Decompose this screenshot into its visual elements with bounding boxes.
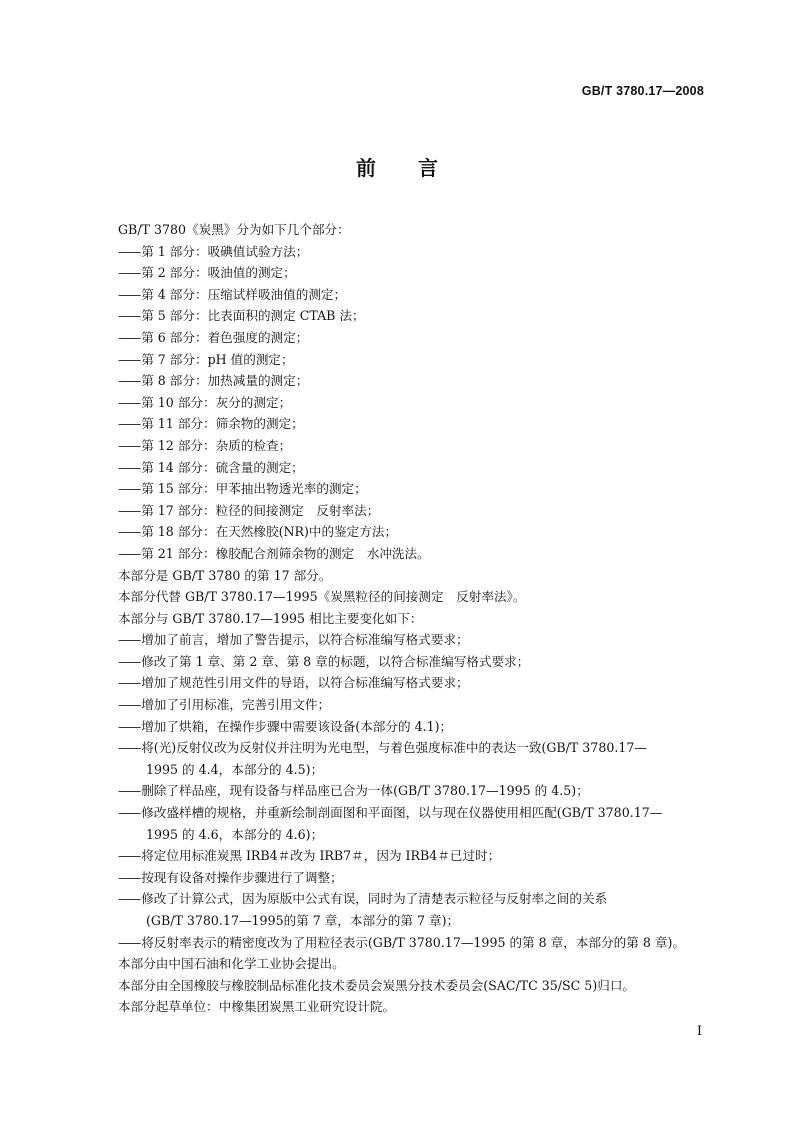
change-item: —— 将(光)反射仪改为反射仪并注明为光电型，与着色强度标准中的表达一致(GB/T 3780.17— [118,737,706,759]
list-item: —— 第 6 部分：着色强度的测定； [118,327,706,349]
list-item: —— 第 21 部分：橡胶配合剂筛余物的测定 水冲洗法。 [118,543,706,565]
statement-changes-intro: 本部分与 GB/T 3780.17—1995 相比主要变化如下： [118,610,423,626]
change-item-continuation: 1995 的 4.6，本部分的 4.6)； [146,826,324,842]
change-item: —— 修改盛样槽的规格，并重新绘制剖面图和平面图，以与现在仪器使用相匹配(GB/T 3780.17— [118,802,706,824]
change-item-continuation: (GB/T 3780.17—1995的第 7 章，本部分的第 7 章)； [146,913,460,928]
page-title: 前言 [356,156,480,180]
change-item: —— 增加了引用标准，完善引用文件； [118,694,706,716]
list-item: —— 第 1 部分：吸碘值试验方法； [118,241,706,263]
list-item: —— 第 2 部分：吸油值的测定； [118,262,706,284]
list-item: —— 第 7 部分：pH 值的测定； [118,349,706,371]
list-item: —— 第 14 部分：硫含量的测定； [118,457,706,479]
list-item: —— 第 15 部分：甲苯抽出物透光率的测定； [118,478,706,500]
change-item: —— 按现有设备对操作步骤进行了调整； [118,867,706,889]
change-item: —— 将定位用标准炭黑 IRB4＃改为 IRB7＃，因为 IRB4＃已过时； [118,845,706,867]
intro-line: GB/T 3780《炭黑》分为如下几个部分： [118,222,350,237]
list-item: —— 第 8 部分：加热减量的测定； [118,370,706,392]
standard-code: GB/T 3780.17—2008 [581,84,704,98]
statement-under-jurisdiction: 本部分由全国橡胶与橡胶制品标准化技术委员会炭黑分技术委员会(SAC/TC 35/SC 5)归口。 [118,977,636,993]
change-item: —— 将反射率表示的精密度改为了用粒径表示(GB/T 3780.17—1995 的第 8 章，本部分的第 8 章)。 [118,932,706,954]
list-item: —— 第 18 部分：在天然橡胶(NR)中的鉴定方法； [118,521,706,543]
list-item: —— 第 5 部分：比表面积的测定 CTAB 法； [118,305,706,327]
change-item: —— 修改了计算公式，因为原版中公式有误，同时为了清楚表示粒径与反射率之间的关系 [118,888,706,910]
list-item: —— 第 17 部分：粒径的间接测定 反射率法； [118,500,706,522]
changes-list [118,629,706,953]
statement-replaces: 本部分代替 GB/T 3780.17—1995《炭黑粒径的间接测定 反射率法》。 [118,589,526,605]
change-item: —— 增加了前言，增加了警告提示，以符合标准编写格式要求； [118,629,706,651]
change-item: —— 增加了烘箱，在操作步骤中需要该设备(本部分的 4.1)； [118,716,706,738]
parts-list [118,241,706,565]
change-item-continuation: 1995 的 4.4，本部分的 4.5)； [146,761,324,777]
change-item: —— 增加了规范性引用文件的导语，以符合标准编写格式要求； [118,672,706,694]
foreword-body [118,219,706,1018]
list-item: —— 第 4 部分：压缩试样吸油值的测定； [118,284,706,306]
change-item: —— 修改了第 1 章、第 2 章、第 8 章的标题，以符合标准编写格式要求； [118,651,706,673]
statement-part-number: 本部分是 GB/T 3780 的第 17 部分。 [118,567,332,583]
list-item: —— 第 11 部分：筛余物的测定； [118,413,706,435]
page-number: I [696,1024,702,1039]
list-item: —— 第 12 部分：杂质的检查； [118,435,706,457]
list-item: —— 第 10 部分：灰分的测定； [118,392,706,414]
statement-proposed-by: 本部分由中国石油和化学工业协会提出。 [118,956,345,972]
change-item: —— 删除了样品座，现有设备与样品座已合为一体(GB/T 3780.17—1995 的 4.5)； [118,780,706,802]
statement-drafting-unit: 本部分起草单位：中橡集团炭黑工业研究设计院。 [118,999,396,1015]
